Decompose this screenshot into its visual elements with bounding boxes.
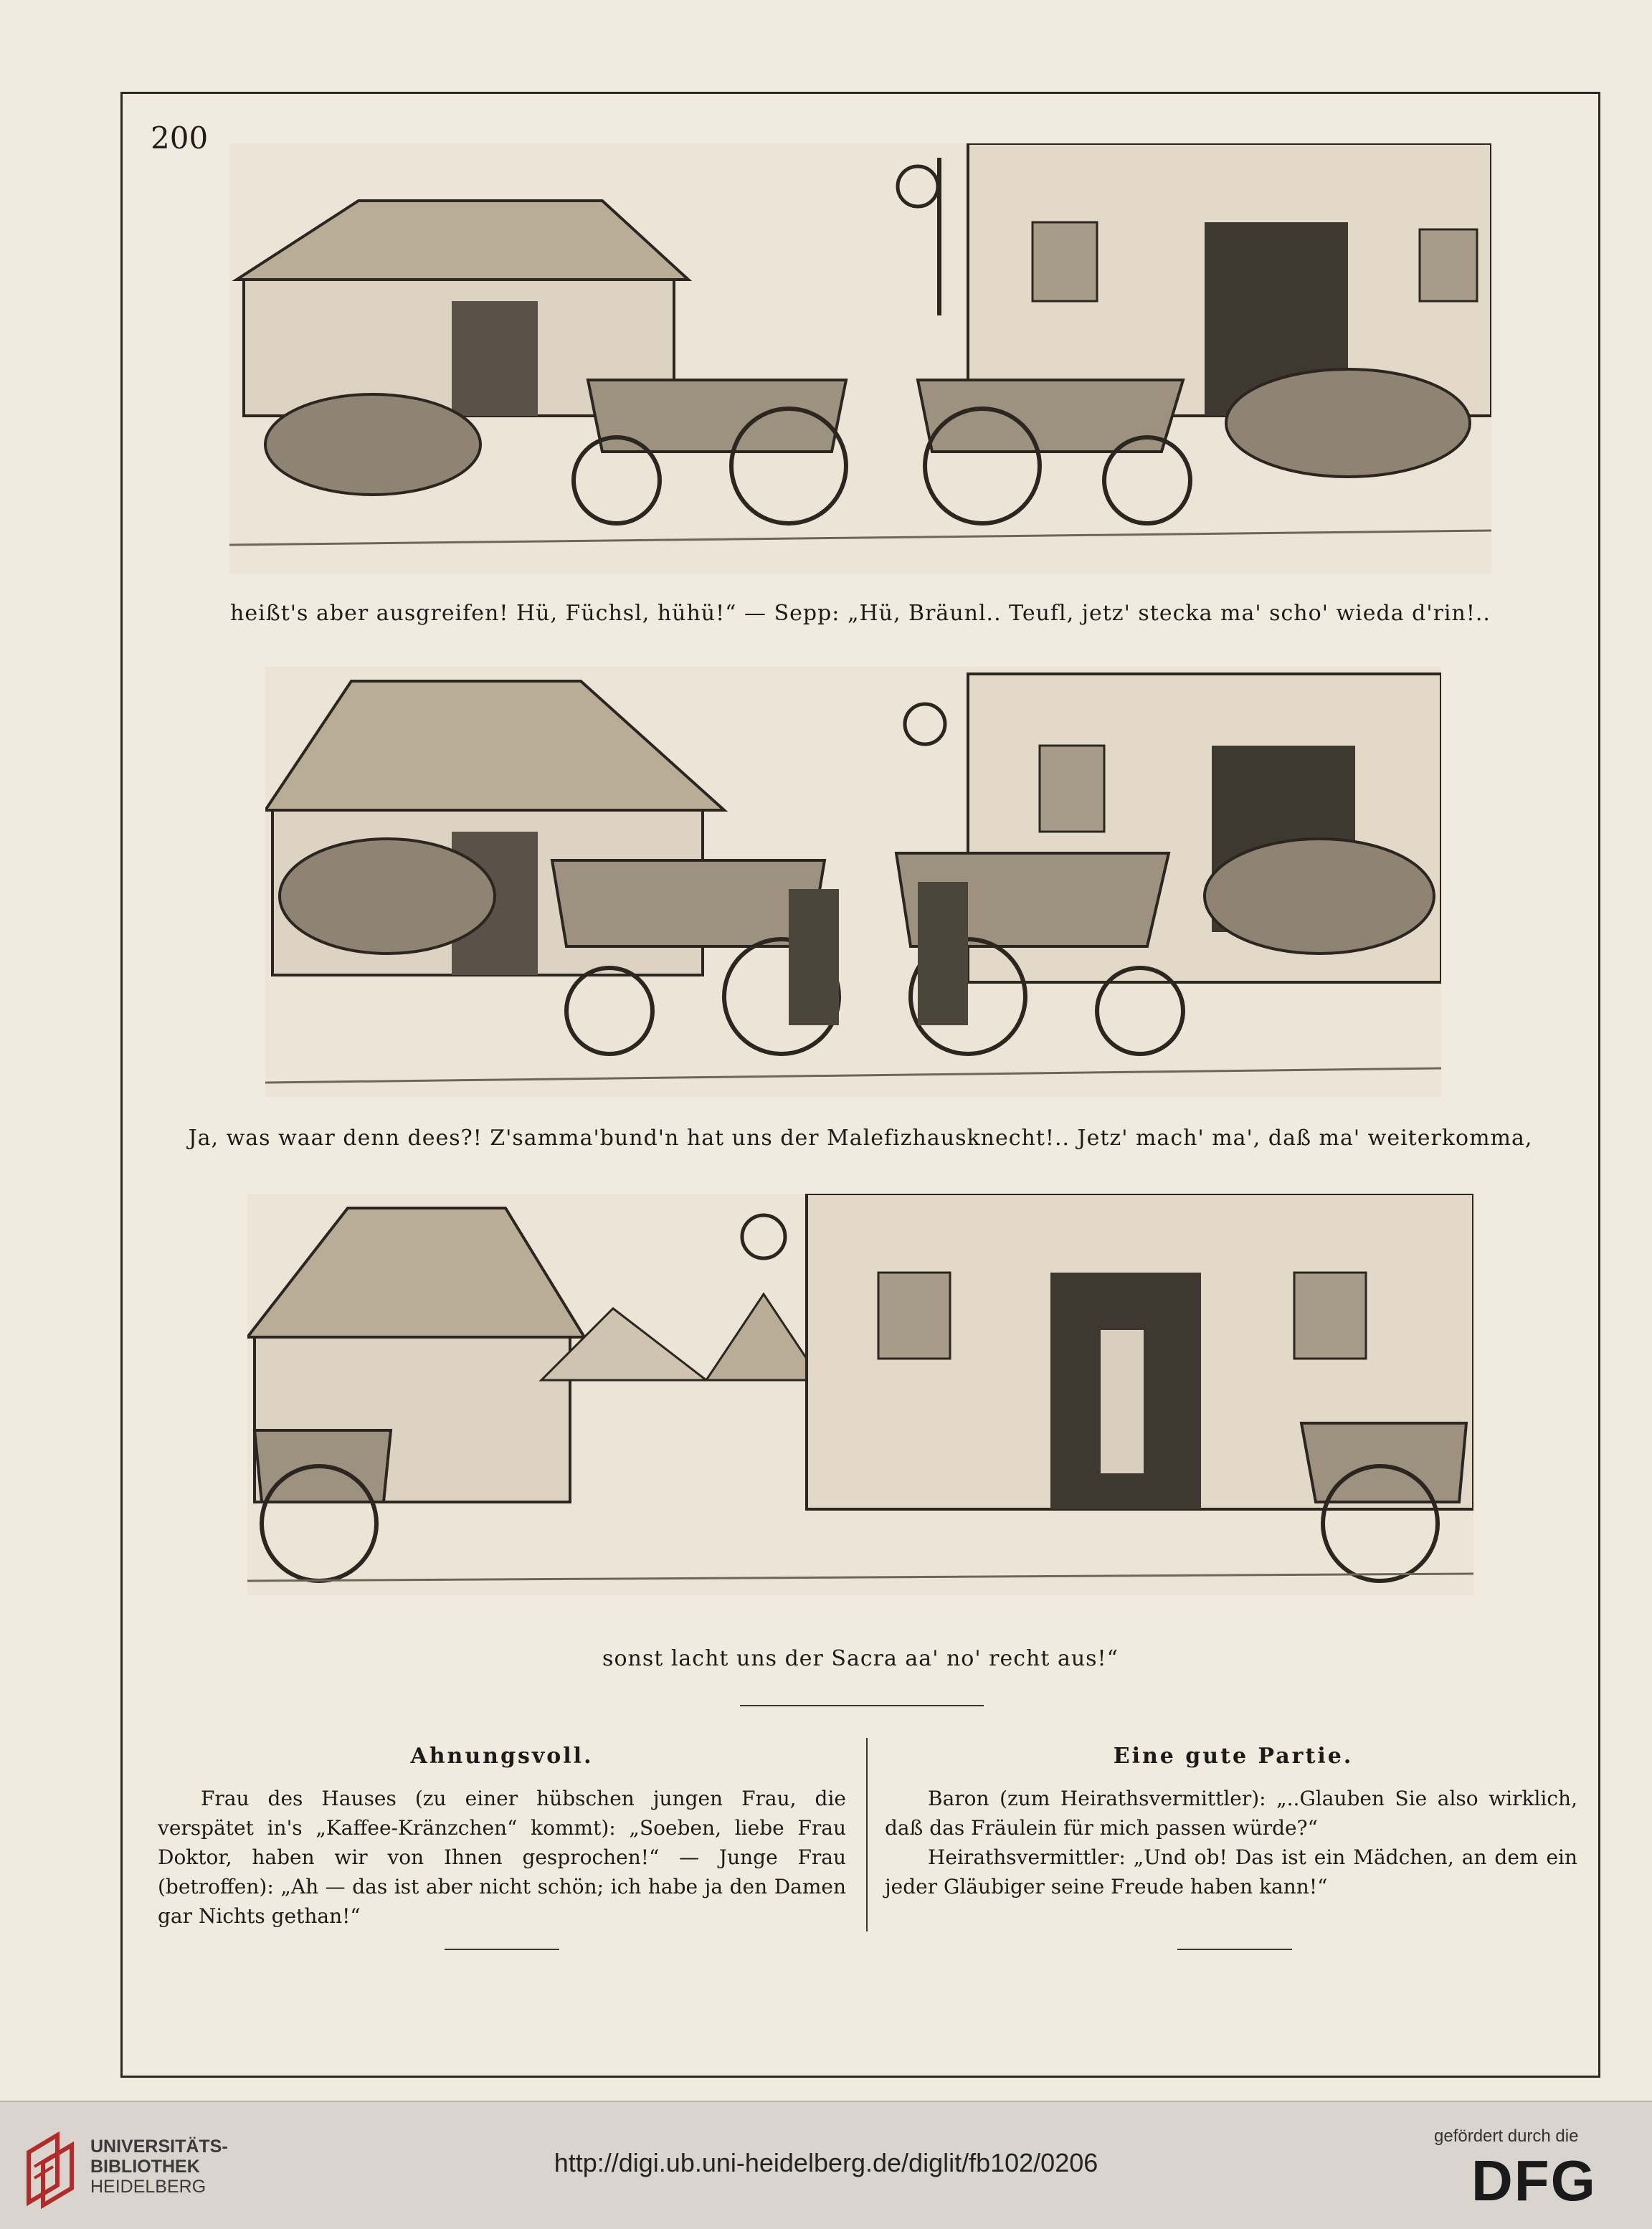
anecdote-title-left: Ahnungsvoll.: [410, 1744, 594, 1769]
funder-logo[interactable]: DFG: [1471, 2149, 1597, 2213]
illustration-panel-1: [229, 143, 1491, 574]
page-number: 200: [151, 120, 209, 156]
engraving-innkeeper-doorway: [247, 1194, 1473, 1595]
caption-panel-1: heißt's aber ausgreifen! Hü, Füchsl, hühü!“ — Sepp: „Hü, Bräunl.. Teufl, jetz' stecka ma' scho' wieda d'rin!..: [230, 601, 1491, 626]
caption-panel-3: sonst lacht uns der Sacra aa' no' recht aus!“: [602, 1646, 1119, 1671]
anecdote-title-right: Eine gute Partie.: [1113, 1744, 1354, 1769]
anecdote-text-left: Frau des Hauses (zu einer hübschen jungen Frau, die verspätet in's „Kaffee-Kränzchen“ kommt): „Soeben, liebe Frau Doktor, haben wir von Ihnen gesprochen!“ — Junge Frau (betroffen): „Ah — das ist aber nicht schön; ich habe ja den Damen gar Nichts gethan!“: [158, 1787, 846, 1928]
column-divider: [866, 1738, 868, 1931]
anecdote-body-left: [158, 1784, 846, 1931]
funding-label: gefördert durch die: [1434, 2126, 1579, 2146]
illustration-panel-2: [265, 667, 1441, 1097]
section-divider: [740, 1705, 984, 1706]
anecdote-end-rule-right: [1177, 1949, 1292, 1950]
anecdote-body-right: [885, 1784, 1577, 1901]
source-url-link[interactable]: http://digi.ub.uni-heidelberg.de/diglit/fb102/0206: [554, 2148, 1098, 2177]
viewer-footer: [0, 2101, 1652, 2229]
anecdote-paragraph-1: Baron (zum Heirathsvermittler): „..Glauben Sie also wirklich, daß das Fräulein für mich passen würde?“: [885, 1787, 1577, 1840]
engraving-drivers-inspect: [265, 667, 1441, 1097]
anecdote-paragraph-2: Heirathsvermittler: „Und ob! Das ist ein Mädchen, an dem ein jeder Gläubiger seine Freude haben kann!“: [885, 1845, 1577, 1898]
caption-panel-2: Ja, was waar denn dees?! Z'samma'bund'n hat uns der Malefizhausknecht!.. Jetz' mach' ma', daß ma' weiterkomma,: [188, 1126, 1533, 1151]
anecdote-end-rule-left: [445, 1949, 559, 1950]
engraving-wagons-departing: [229, 143, 1491, 574]
library-name-line-2: BIBLIOTHEK: [90, 2157, 200, 2177]
library-name-line-3: HEIDELBERG: [90, 2177, 206, 2197]
library-name-line-1: UNIVERSITÄTS-: [90, 2137, 228, 2157]
illustration-panel-3: [247, 1194, 1473, 1595]
